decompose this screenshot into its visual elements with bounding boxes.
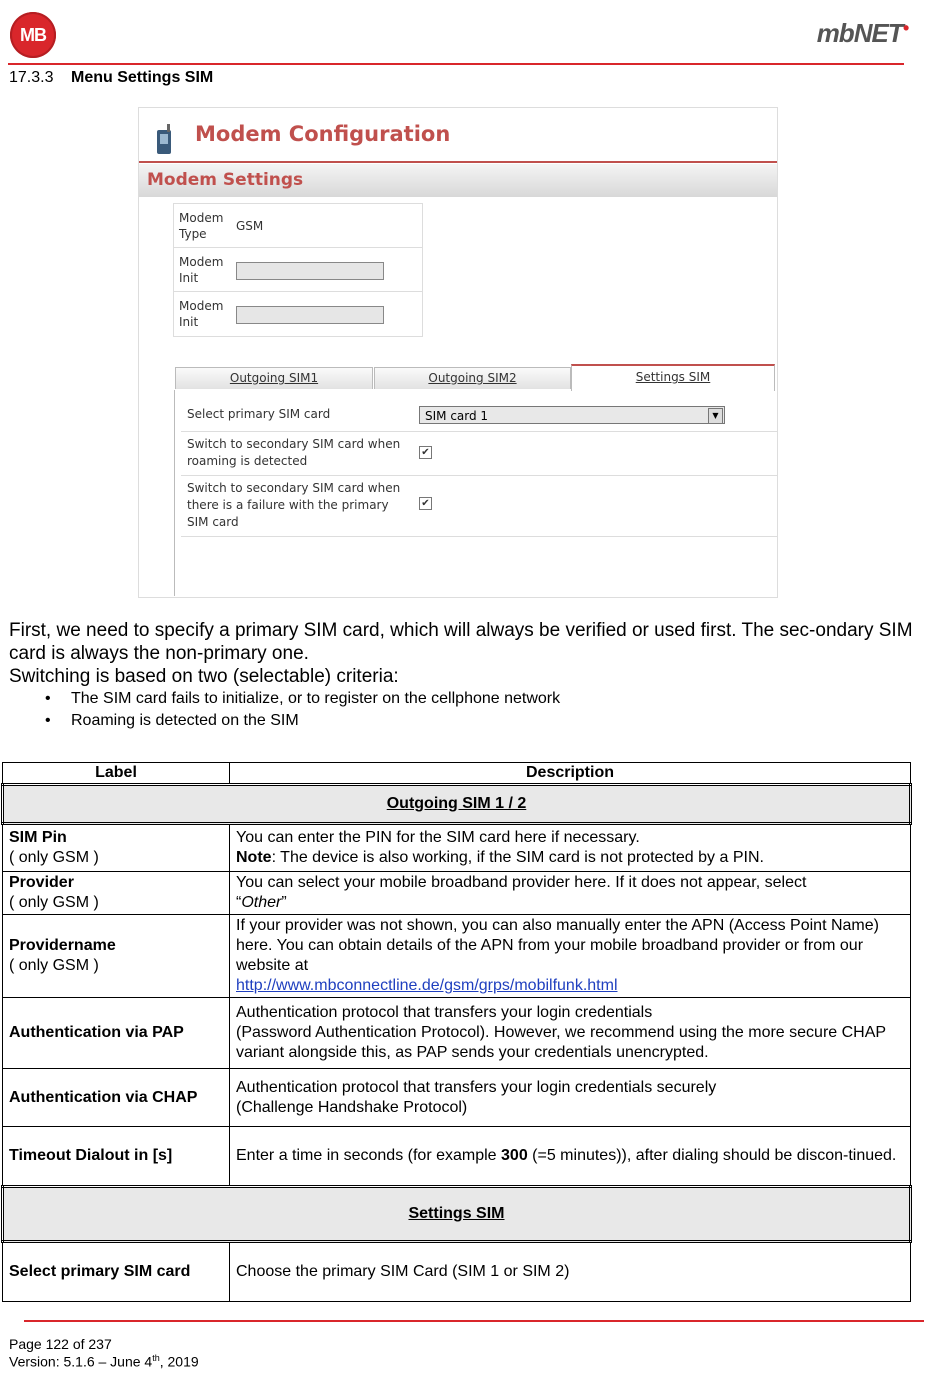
chap-desc-cell bbox=[230, 1069, 911, 1127]
table-row bbox=[3, 1127, 911, 1187]
chap-desc-2: (Challenge Handshake Protocol) bbox=[236, 1098, 468, 1116]
settings-sim-panel bbox=[174, 390, 778, 596]
primary-sim-select[interactable] bbox=[419, 406, 725, 424]
bullet-icon: • bbox=[45, 690, 51, 707]
provider-desc: You can select your mobile broadband provider here. If it does not appear, select bbox=[236, 874, 807, 891]
provider-label: Provider bbox=[9, 874, 74, 891]
header-label: Label bbox=[3, 763, 230, 785]
tab-outgoing-sim1[interactable]: Outgoing SIM1 bbox=[175, 367, 373, 389]
header-divider bbox=[8, 63, 904, 65]
title-underline bbox=[139, 161, 777, 163]
roaming-row bbox=[181, 432, 778, 476]
intro-text-1: First, we need to specify a primary SIM card, which will always be verified or used first. The sec-ondary SIM card is always the non-primary one. bbox=[9, 620, 913, 664]
modem-init-label: Modem Init bbox=[179, 255, 224, 285]
providername-link[interactable]: http://www.mbconnectline.de/gsm/grps/mobilfunk.html bbox=[236, 977, 618, 994]
modem-type-value: GSM bbox=[236, 219, 264, 233]
group-outgoing-sim-title: Outgoing SIM 1 / 2 bbox=[3, 785, 911, 824]
simpin-label: SIM Pin bbox=[9, 829, 67, 846]
header-description: Description bbox=[230, 763, 911, 785]
roaming-label: Switch to secondary SIM card when roaming is detected bbox=[187, 437, 401, 468]
pap-desc-cell bbox=[230, 998, 911, 1069]
timeout-desc-b: 300 bbox=[501, 1147, 528, 1164]
modem-init-label-2: Modem Init bbox=[179, 299, 224, 329]
group-outgoing-sim bbox=[3, 785, 911, 824]
modem-init-row-2 bbox=[174, 292, 422, 335]
simpin-desc: You can enter the PIN for the SIM card here if necessary. bbox=[236, 829, 640, 846]
pap-label: Authentication via PAP bbox=[3, 998, 230, 1069]
timeout-desc-a: Enter a time in seconds (for example bbox=[236, 1147, 502, 1164]
page-number: Page 122 of 237 bbox=[9, 1336, 112, 1352]
primary-sim-select-value: SIM card 1 bbox=[425, 409, 489, 423]
mbnet-logo-text: mbNET bbox=[816, 18, 903, 48]
modem-type-row bbox=[174, 204, 422, 248]
group-settings-sim bbox=[3, 1187, 911, 1242]
mb-logo: MB bbox=[10, 12, 56, 58]
intro-paragraph bbox=[9, 619, 919, 688]
select-sim-row bbox=[181, 396, 778, 432]
select-primary-desc: Choose the primary SIM Card (SIM 1 or SIM 2) bbox=[230, 1242, 911, 1302]
table-row bbox=[3, 1069, 911, 1127]
footer-divider bbox=[24, 1320, 924, 1322]
table-row bbox=[3, 915, 911, 998]
modem-config-screenshot bbox=[138, 107, 778, 598]
providername-label-cell bbox=[3, 915, 230, 998]
group-settings-sim-title: Settings SIM bbox=[3, 1187, 911, 1242]
section-title: Menu Settings SIM bbox=[71, 69, 214, 86]
failure-label: Switch to secondary SIM card when there is a failure with the primary SIM card bbox=[187, 481, 401, 529]
modem-init-input[interactable] bbox=[236, 262, 384, 280]
table-row bbox=[3, 1242, 911, 1302]
chevron-down-icon[interactable]: ▼ bbox=[708, 408, 723, 424]
timeout-desc-cell bbox=[230, 1127, 911, 1187]
modem-init-row bbox=[174, 248, 422, 292]
version-a: Version: 5.1.6 – June 4 bbox=[9, 1353, 153, 1370]
chap-label: Authentication via CHAP bbox=[3, 1069, 230, 1127]
description-table bbox=[1, 762, 912, 1302]
timeout-label: Timeout Dialout in [s] bbox=[3, 1127, 230, 1187]
modem-settings-title: Modem Settings bbox=[147, 170, 304, 190]
roaming-checkbox[interactable]: ✔ bbox=[419, 446, 432, 459]
modem-config-title: Modem Configuration bbox=[195, 122, 451, 146]
simpin-note: : The device is also working, if the SIM card is not protected by a PIN. bbox=[271, 849, 764, 866]
provider-other: Other bbox=[241, 894, 282, 911]
timeout-desc-c: (=5 minutes)), after dialing should be discon-tinued. bbox=[527, 1147, 897, 1164]
version-sup: th bbox=[152, 1353, 160, 1363]
providername-label: Providername bbox=[9, 937, 116, 954]
select-primary-label: Select primary SIM card bbox=[3, 1242, 230, 1302]
providername-sub: ( only GSM ) bbox=[9, 957, 99, 974]
providername-desc-cell bbox=[230, 915, 911, 998]
tab-bar bbox=[175, 367, 777, 391]
mbnet-logo: mbNET• bbox=[816, 18, 908, 48]
pap-desc-1: Authentication protocol that transfers your login credentials bbox=[236, 1004, 653, 1021]
modem-icon bbox=[153, 124, 177, 156]
simpin-sub: ( only GSM ) bbox=[9, 849, 99, 866]
modem-init-input-2[interactable] bbox=[236, 306, 384, 324]
provider-sub: ( only GSM ) bbox=[9, 894, 99, 911]
select-sim-label: Select primary SIM card bbox=[187, 407, 331, 421]
modem-type-label: Modem Type bbox=[179, 211, 224, 241]
simpin-note-line bbox=[236, 848, 904, 868]
provider-label-cell bbox=[3, 872, 230, 915]
modem-table bbox=[173, 203, 423, 337]
bullet-text-1: The SIM card fails to initialize, or to register on the cellphone network bbox=[71, 690, 561, 707]
tab-settings-sim[interactable]: Settings SIM bbox=[571, 364, 775, 391]
failure-checkbox[interactable]: ✔ bbox=[419, 497, 432, 510]
failure-row bbox=[181, 476, 778, 537]
simpin-note-bold: Note bbox=[236, 849, 272, 866]
tab-outgoing-sim2[interactable]: Outgoing SIM2 bbox=[374, 367, 571, 389]
simpin-label-cell bbox=[3, 824, 230, 872]
providername-desc: If your provider was not shown, you can also manually enter the APN (Access Point Name) here. You can obtain details of the APN from your mobile broadband provider or from our website at bbox=[236, 917, 879, 974]
simpin-desc-cell bbox=[230, 824, 911, 872]
version-info bbox=[9, 1353, 199, 1370]
bullet-text-2: Roaming is detected on the SIM bbox=[71, 712, 299, 729]
table-row bbox=[3, 824, 911, 872]
pap-desc-2: (Password Authentication Protocol). However, we recommend using the more secure CHAP variant alongside this, as PAP sends your credentials unencrypted. bbox=[236, 1024, 886, 1061]
version-b: , 2019 bbox=[159, 1353, 199, 1370]
chap-desc-1: Authentication protocol that transfers your login credentials securely bbox=[236, 1078, 717, 1096]
table-row bbox=[3, 872, 911, 915]
intro-text-2: Switching is based on two (selectable) criteria: bbox=[9, 666, 399, 687]
table-row bbox=[3, 998, 911, 1069]
section-number: 17.3.3 bbox=[9, 69, 54, 86]
bullet-icon: • bbox=[45, 712, 51, 729]
table-header-row bbox=[3, 763, 911, 785]
provider-desc-cell: You can select your mobile broadband provider here. If it does not appear, select “Other” bbox=[230, 872, 911, 915]
